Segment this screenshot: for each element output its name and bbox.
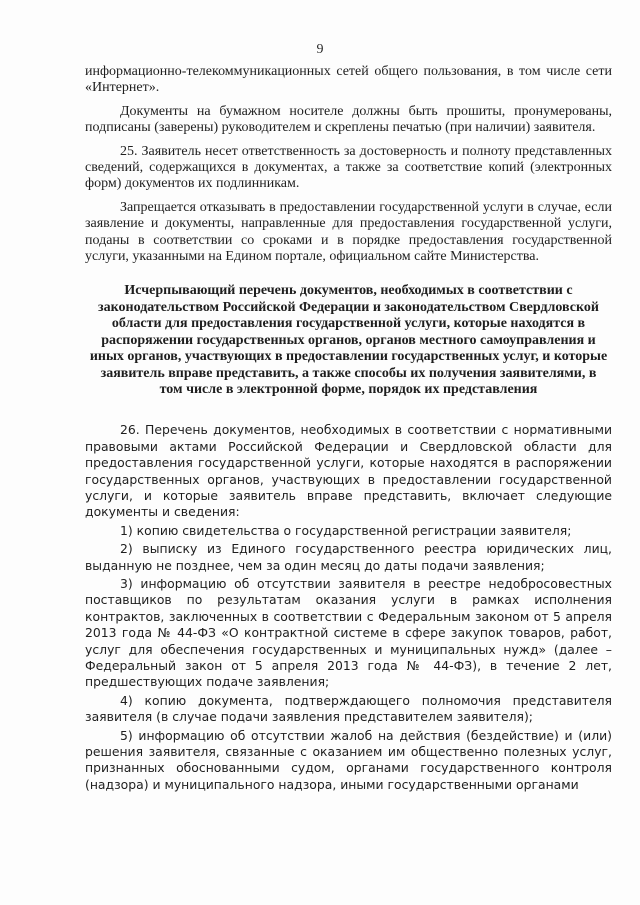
list-item-1: 1) копию свидетельства о государственной регистрации заявителя; [120,522,572,538]
list-item-5: 5) информацию об отсутствии жалоб на действия (бездействие) и (или) решения заявителя, связанные с оказанием им общественно полезных услуг, признанных обоснованными судом, органами государственного контроля (надзора) и муниципального надзора, иными государственными органами [85,727,612,792]
page-number: 9 [316,42,324,57]
paragraph-continuation: информационно-телекоммуникационных сетей общего пользования, в том числе сети «Интернет». [85,64,612,96]
paragraph-26-intro: 26. Перечень документов, необходимых в соответствии с нормативными правовыми актами Российской Федерации и Свердловской области для предоставления государственной услуги, которые находятся в распоряжении государственных органов, участвующих в предоставлении государственной услуги, и которые заявитель вправе представить, включает следующие документы и сведения: [85,422,612,520]
paragraph-prohibition: Запрещается отказывать в предоставлении государственной услуги в случае, если заявление и документы, направленные для предоставления государственной услуги, поданы в соответствии со сроками и в порядке предоставления государственной услуги, указанными на Едином портале, официальном сайте Министерства. [85,199,612,265]
paragraph-25: 25. Заявитель несет ответственность за достоверность и полноту представленных сведений, содержащихся в документах, а также за соответствие копий (электронных форм) документов их подлинникам. [85,143,612,192]
page-content [85,64,612,793]
list-item-2: 2) выписку из Единого государственного реестра юридических лиц, выданную не позднее, чем за один месяц до даты подачи заявления; [85,541,612,573]
paragraph-paper-documents: Документы на бумажном носителе должны быть прошиты, пронумерованы, подписаны (заверены) руководителем и скреплены печатью (при наличии) заявителя. [85,103,612,136]
list-item-3: 3) информацию об отсутствии заявителя в реестре недобросовестных поставщиков по результатам оказания услуги в рамках исполнения контрактов, заключенных в соответствии с Федеральным законом от 5 апреля 2013 года № 44-ФЗ «О контрактной системе в сфере закупок товаров, работ, услуг для обеспечения государственных и муниципальных нужд» (далее – Федеральный закон от 5 апреля 2013 года № 44-ФЗ), в течение 2 лет, предшествующих подаче заявления; [85,575,612,690]
list-item-4: 4) копию документа, подтверждающего полномочия представителя заявителя (в случае подачи заявления представителем заявителя); [85,692,612,725]
section-heading: Исчерпывающий перечень документов, необходимых в соответствии с законодательством Российской Федерации и законодательством Свердловской области для предоставления государственной услуги, которые находятся в распоряжении государственных органов, органов местного самоуправления и иных органов, участвующих в предоставлении государственных услуг, и которые заявитель вправе представить, а также способы их получения заявителями, в том числе в электронной форме, порядок их представления [89,283,608,397]
